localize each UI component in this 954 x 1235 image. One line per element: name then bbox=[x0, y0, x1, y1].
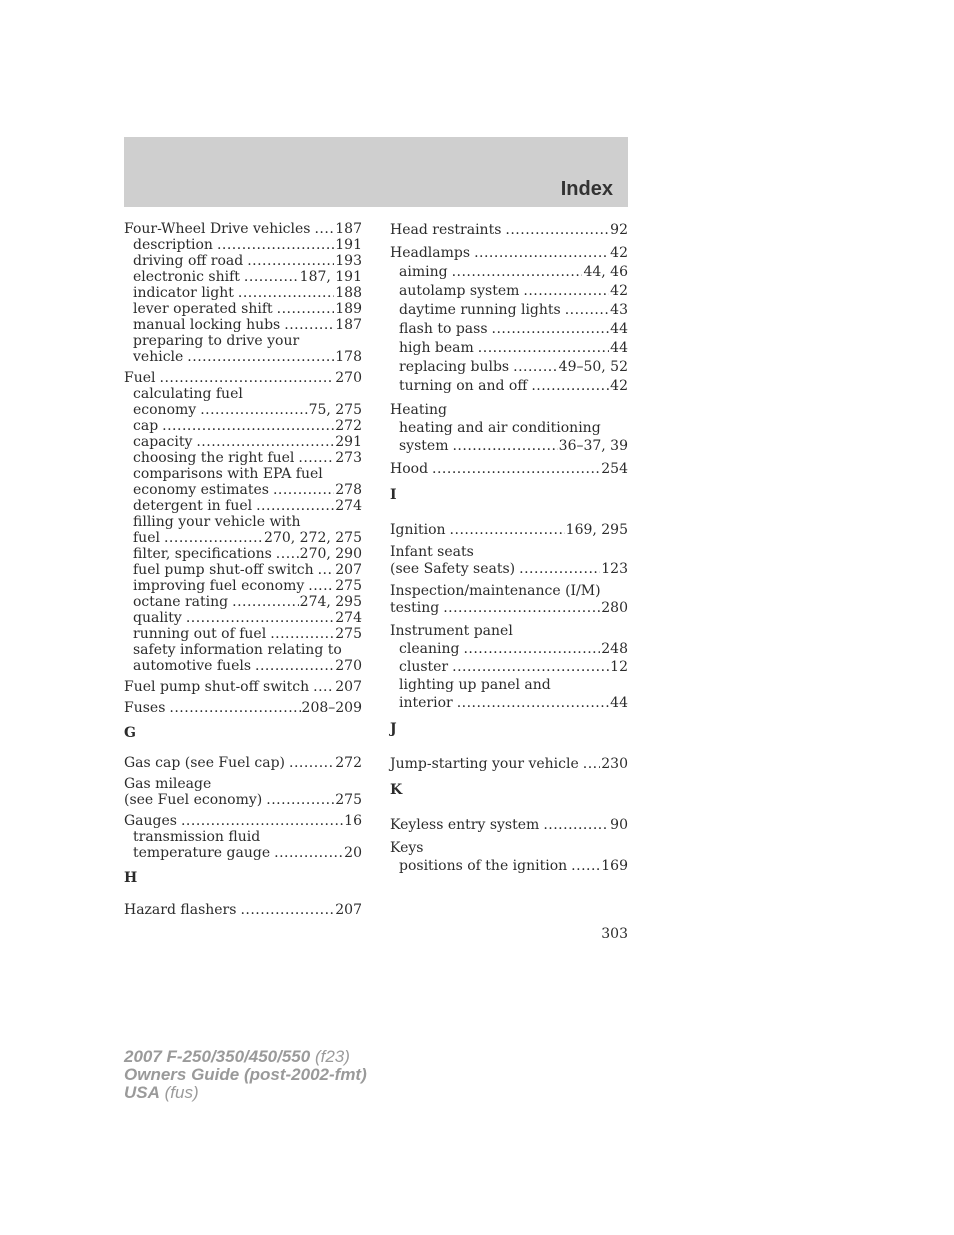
index-entry-infant-seats: Infant seats (see Safety seats) ..... 123 bbox=[390, 544, 628, 578]
index-entry-gas-mileage: Gas mileage (see Fuel economy) ..... 275 bbox=[124, 776, 362, 808]
index-entry-gauges: Gauges ..... 16 transmission fluid temperature gauge ..... 20 bbox=[124, 813, 362, 861]
index-entry-keyless-entry: Keyless entry system ..... 90 bbox=[390, 816, 628, 834]
index-entry-fuel: Fuel ..... 270 calculating fuel economy ..... 75, 275 cap ..... 272 capacity ..... 291 choosing the right fuel ..... 273 comparisons with EPA fuel economy estimates ..... 278 detergent in fuel ..... 274 filling your vehicle with fuel ..... 270, 272, 275 filter, specifications ..... 270, 290 fuel pump shut-off switch ..... 207 improving fuel economy ..... 275 octane rating ..... 274, 295 quality ..... 274 running out of fuel ..... 275 safety information relating to automotive fuels ..... 270 bbox=[124, 370, 362, 674]
section-letter-k: K bbox=[390, 782, 403, 798]
index-entry-ignition: Ignition ..... 169, 295 bbox=[390, 521, 628, 539]
index-entry-inspection: Inspection/maintenance (I/M) testing ..... 280 bbox=[390, 583, 628, 617]
index-entry-fuses: Fuses ..... 208–209 bbox=[124, 700, 362, 716]
index-entry-headlamps: Headlamps ..... 42 aiming ..... 44, 46 autolamp system ..... 42 daytime running lights ..... 43 flash to pass ..... 44 high beam ..... 44 replacing bulbs ..... 49–50, 52 turning on and off ..... 42 bbox=[390, 244, 628, 396]
index-entry-instrument-panel: Instrument panel cleaning ..... 248 cluster ..... 12 lighting up panel and interior ..... 44 bbox=[390, 622, 628, 712]
index-entry-heating: Heating heating and air conditioning system ..... 36–37, 39 bbox=[390, 401, 628, 455]
section-letter-j: J bbox=[390, 721, 397, 737]
index-entry-hood: Hood ..... 254 bbox=[390, 460, 628, 478]
page-title: Index bbox=[560, 178, 613, 200]
page-number: 303 bbox=[601, 926, 628, 942]
index-entry-four-wheel-drive: Four-Wheel Drive vehicles ..... 187 description ..... 191 driving off road ..... 193 electronic shift ..... 187, 191 indicator light ..... 188 lever operated shift ..... 189 manual locking hubs ..... 187 preparing to drive your vehicle ..... 178 bbox=[124, 221, 362, 365]
footer-document-info: 2007 F-250/350/450/550 (f23) Owners Guide (post-2002-fmt) USA (fus) bbox=[124, 1047, 367, 1102]
index-entry-fuel-pump: Fuel pump shut-off switch ..... 207 bbox=[124, 679, 362, 695]
section-letter-i: I bbox=[390, 487, 397, 503]
header-band bbox=[124, 137, 628, 207]
index-entry-head-restraints: Head restraints ..... 92 bbox=[390, 221, 628, 239]
index-entry-gas-cap: Gas cap (see Fuel cap) ..... 272 bbox=[124, 755, 362, 771]
index-column-left bbox=[124, 221, 362, 918]
index-entry-hazard-flashers: Hazard flashers ..... 207 bbox=[124, 902, 362, 918]
index-column-right bbox=[390, 221, 628, 875]
section-letter-g: G bbox=[124, 725, 136, 741]
section-letter-h: H bbox=[124, 870, 138, 886]
index-entry-jump-starting: Jump-starting your vehicle ..... 230 bbox=[390, 755, 628, 773]
index-entry-keys: Keys positions of the ignition ..... 169 bbox=[390, 839, 628, 875]
